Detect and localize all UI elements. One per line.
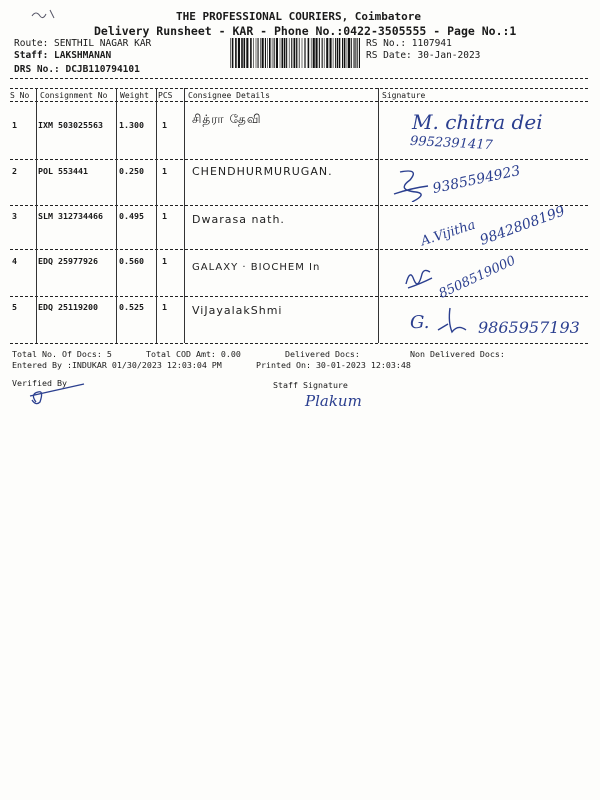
barcode	[230, 38, 360, 68]
row-signature: M. chitra dei	[412, 110, 543, 134]
barcode-bar	[241, 38, 243, 68]
row-pcs: 1	[162, 211, 167, 221]
barcode-bar	[316, 38, 318, 68]
row-pcs: 1	[162, 302, 167, 312]
barcode-bar	[289, 38, 290, 68]
staff-signature: Plakum	[305, 392, 362, 410]
row-consignment: IXM 503025563	[38, 120, 103, 130]
row-phone: 9842808199	[477, 203, 568, 249]
company-title: THE PROFESSIONAL COURIERS, Coimbatore	[176, 10, 422, 23]
rule	[10, 205, 588, 206]
barcode-bar	[313, 38, 315, 68]
rule	[10, 296, 588, 297]
rule	[10, 78, 588, 79]
barcode-bar	[267, 38, 268, 68]
rule	[10, 101, 588, 102]
row-consignment: EDQ 25119200	[38, 302, 98, 312]
barcode-bar	[246, 38, 248, 68]
barcode-bar	[359, 38, 360, 68]
barcode-bar	[302, 38, 303, 68]
barcode-bar	[250, 38, 252, 68]
delivered-docs: Delivered Docs:	[285, 349, 360, 359]
row-sno: 3	[12, 211, 17, 221]
row-phone: 9952391417	[409, 133, 494, 154]
row-sno: 1	[12, 120, 17, 130]
row-phone: 9385594923	[431, 162, 522, 198]
row-pcs: 1	[162, 256, 167, 266]
barcode-bar	[262, 38, 264, 68]
barcode-bar	[335, 38, 336, 68]
barcode-bar	[272, 38, 273, 68]
barcode-bar	[354, 38, 355, 68]
row-weight: 0.250	[119, 166, 144, 176]
total-docs: Total No. Of Docs: 5	[12, 349, 112, 359]
route: Route: SENTHIL NAGAR KAR	[14, 38, 152, 49]
barcode-bar	[298, 38, 299, 68]
barcode-bar	[348, 38, 350, 68]
rule	[10, 249, 588, 250]
row-pcs: 1	[162, 120, 167, 130]
barcode-bar	[333, 38, 334, 68]
barcode-bar	[305, 38, 306, 68]
signature-scribble	[392, 166, 432, 202]
barcode-bar	[311, 38, 312, 68]
barcode-bar	[326, 38, 328, 68]
row-phone: 8508519000	[436, 253, 519, 302]
barcode-bar	[337, 38, 338, 68]
staff: Staff: LAKSHMANAN	[14, 50, 112, 61]
verified-signature	[28, 380, 88, 410]
barcode-bar	[244, 38, 246, 68]
barcode-bar	[355, 38, 356, 68]
barcode-bar	[304, 38, 305, 68]
barcode-bar	[347, 38, 348, 68]
barcode-bar	[260, 38, 261, 68]
row-weight: 0.525	[119, 302, 144, 312]
row-weight: 0.560	[119, 256, 144, 266]
row-sno: 2	[12, 166, 17, 176]
barcode-bar	[344, 38, 346, 68]
col-header-pcs: PCS	[158, 91, 173, 100]
col-header-sno: S No	[10, 91, 30, 100]
barcode-bar	[265, 38, 266, 68]
col-divider	[36, 88, 37, 343]
barcode-bar	[339, 38, 341, 68]
rs-date: RS Date: 30-Jan-2023	[366, 50, 481, 61]
row-consignment: POL 553441	[38, 166, 88, 176]
barcode-bar	[269, 38, 271, 68]
row-weight: 0.495	[119, 211, 144, 221]
barcode-bar	[319, 38, 320, 68]
scribble-mark	[30, 6, 60, 22]
row-pcs: 1	[162, 166, 167, 176]
rs-number: RS No.: 1107941	[366, 38, 452, 49]
verified-by-label: Verified By	[12, 378, 67, 388]
barcode-bar	[342, 38, 343, 68]
rule	[10, 88, 588, 89]
barcode-bar	[258, 38, 259, 68]
barcode-bar	[294, 38, 296, 68]
rule	[10, 343, 588, 344]
total-cod: Total COD Amt: 0.00	[146, 349, 241, 359]
barcode-bar	[351, 38, 352, 68]
barcode-bar	[324, 38, 325, 68]
barcode-bar	[330, 38, 332, 68]
row-weight: 1.300	[119, 120, 144, 130]
row-consignee: சித்ரா தேவி	[192, 112, 262, 126]
barcode-bar	[276, 38, 278, 68]
row-consignee: Dwarasa nath.	[192, 213, 285, 226]
col-divider	[116, 88, 117, 343]
barcode-bar	[284, 38, 286, 68]
col-header-consignment: Consignment No	[40, 91, 108, 100]
row-phone: 9865957193	[478, 318, 580, 337]
barcode-bar	[291, 38, 292, 68]
row-sno: 5	[12, 302, 17, 312]
entered-by: Entered By :INDUKAR 01/30/2023 12:03:04 PM	[12, 360, 222, 370]
staff-signature-label: Staff Signature	[273, 380, 348, 390]
signature-scribble	[436, 302, 476, 338]
row-consignee: ViJayalakShmi	[192, 304, 283, 317]
signature-scribble	[402, 262, 436, 292]
col-divider	[378, 88, 379, 343]
barcode-bar	[230, 38, 231, 68]
row-sno: 4	[12, 256, 17, 266]
col-header-signature: Signature	[382, 91, 426, 100]
col-divider	[156, 88, 157, 343]
barcode-bar	[235, 38, 237, 68]
row-consignee: GALAXY · BIOCHEM In	[192, 262, 321, 273]
barcode-bar	[232, 38, 234, 68]
row-signature: A.Vijitha	[419, 217, 478, 250]
col-header-weight: Weight	[120, 91, 149, 100]
row-consignment: SLM 312734466	[38, 211, 103, 221]
row-consignment: EDQ 25977926	[38, 256, 98, 266]
barcode-bar	[299, 38, 300, 68]
non-delivered-docs: Non Delivered Docs:	[410, 349, 505, 359]
drs-number: DRS No.: DCJB110794101	[14, 64, 140, 75]
printed-on: Printed On: 30-01-2023 12:03:48	[256, 360, 411, 370]
barcode-bar	[238, 38, 240, 68]
barcode-bar	[253, 38, 254, 68]
barcode-bar	[274, 38, 275, 68]
barcode-bar	[357, 38, 358, 68]
barcode-bar	[286, 38, 287, 68]
col-divider	[184, 88, 185, 343]
runsheet-title: Delivery Runsheet - KAR - Phone No.:0422-3505555 - Page No.:1	[94, 24, 517, 38]
barcode-bar	[322, 38, 323, 68]
barcode-bar	[308, 38, 310, 68]
barcode-bar	[282, 38, 284, 68]
row-consignee: CHENDHURMURUGAN.	[192, 165, 333, 178]
barcode-bar	[256, 38, 257, 68]
row-signature: G.	[410, 312, 430, 333]
rule	[10, 159, 588, 160]
col-header-consignee: Consignee Details	[188, 91, 270, 100]
barcode-bar	[296, 38, 297, 68]
barcode-bar	[280, 38, 281, 68]
